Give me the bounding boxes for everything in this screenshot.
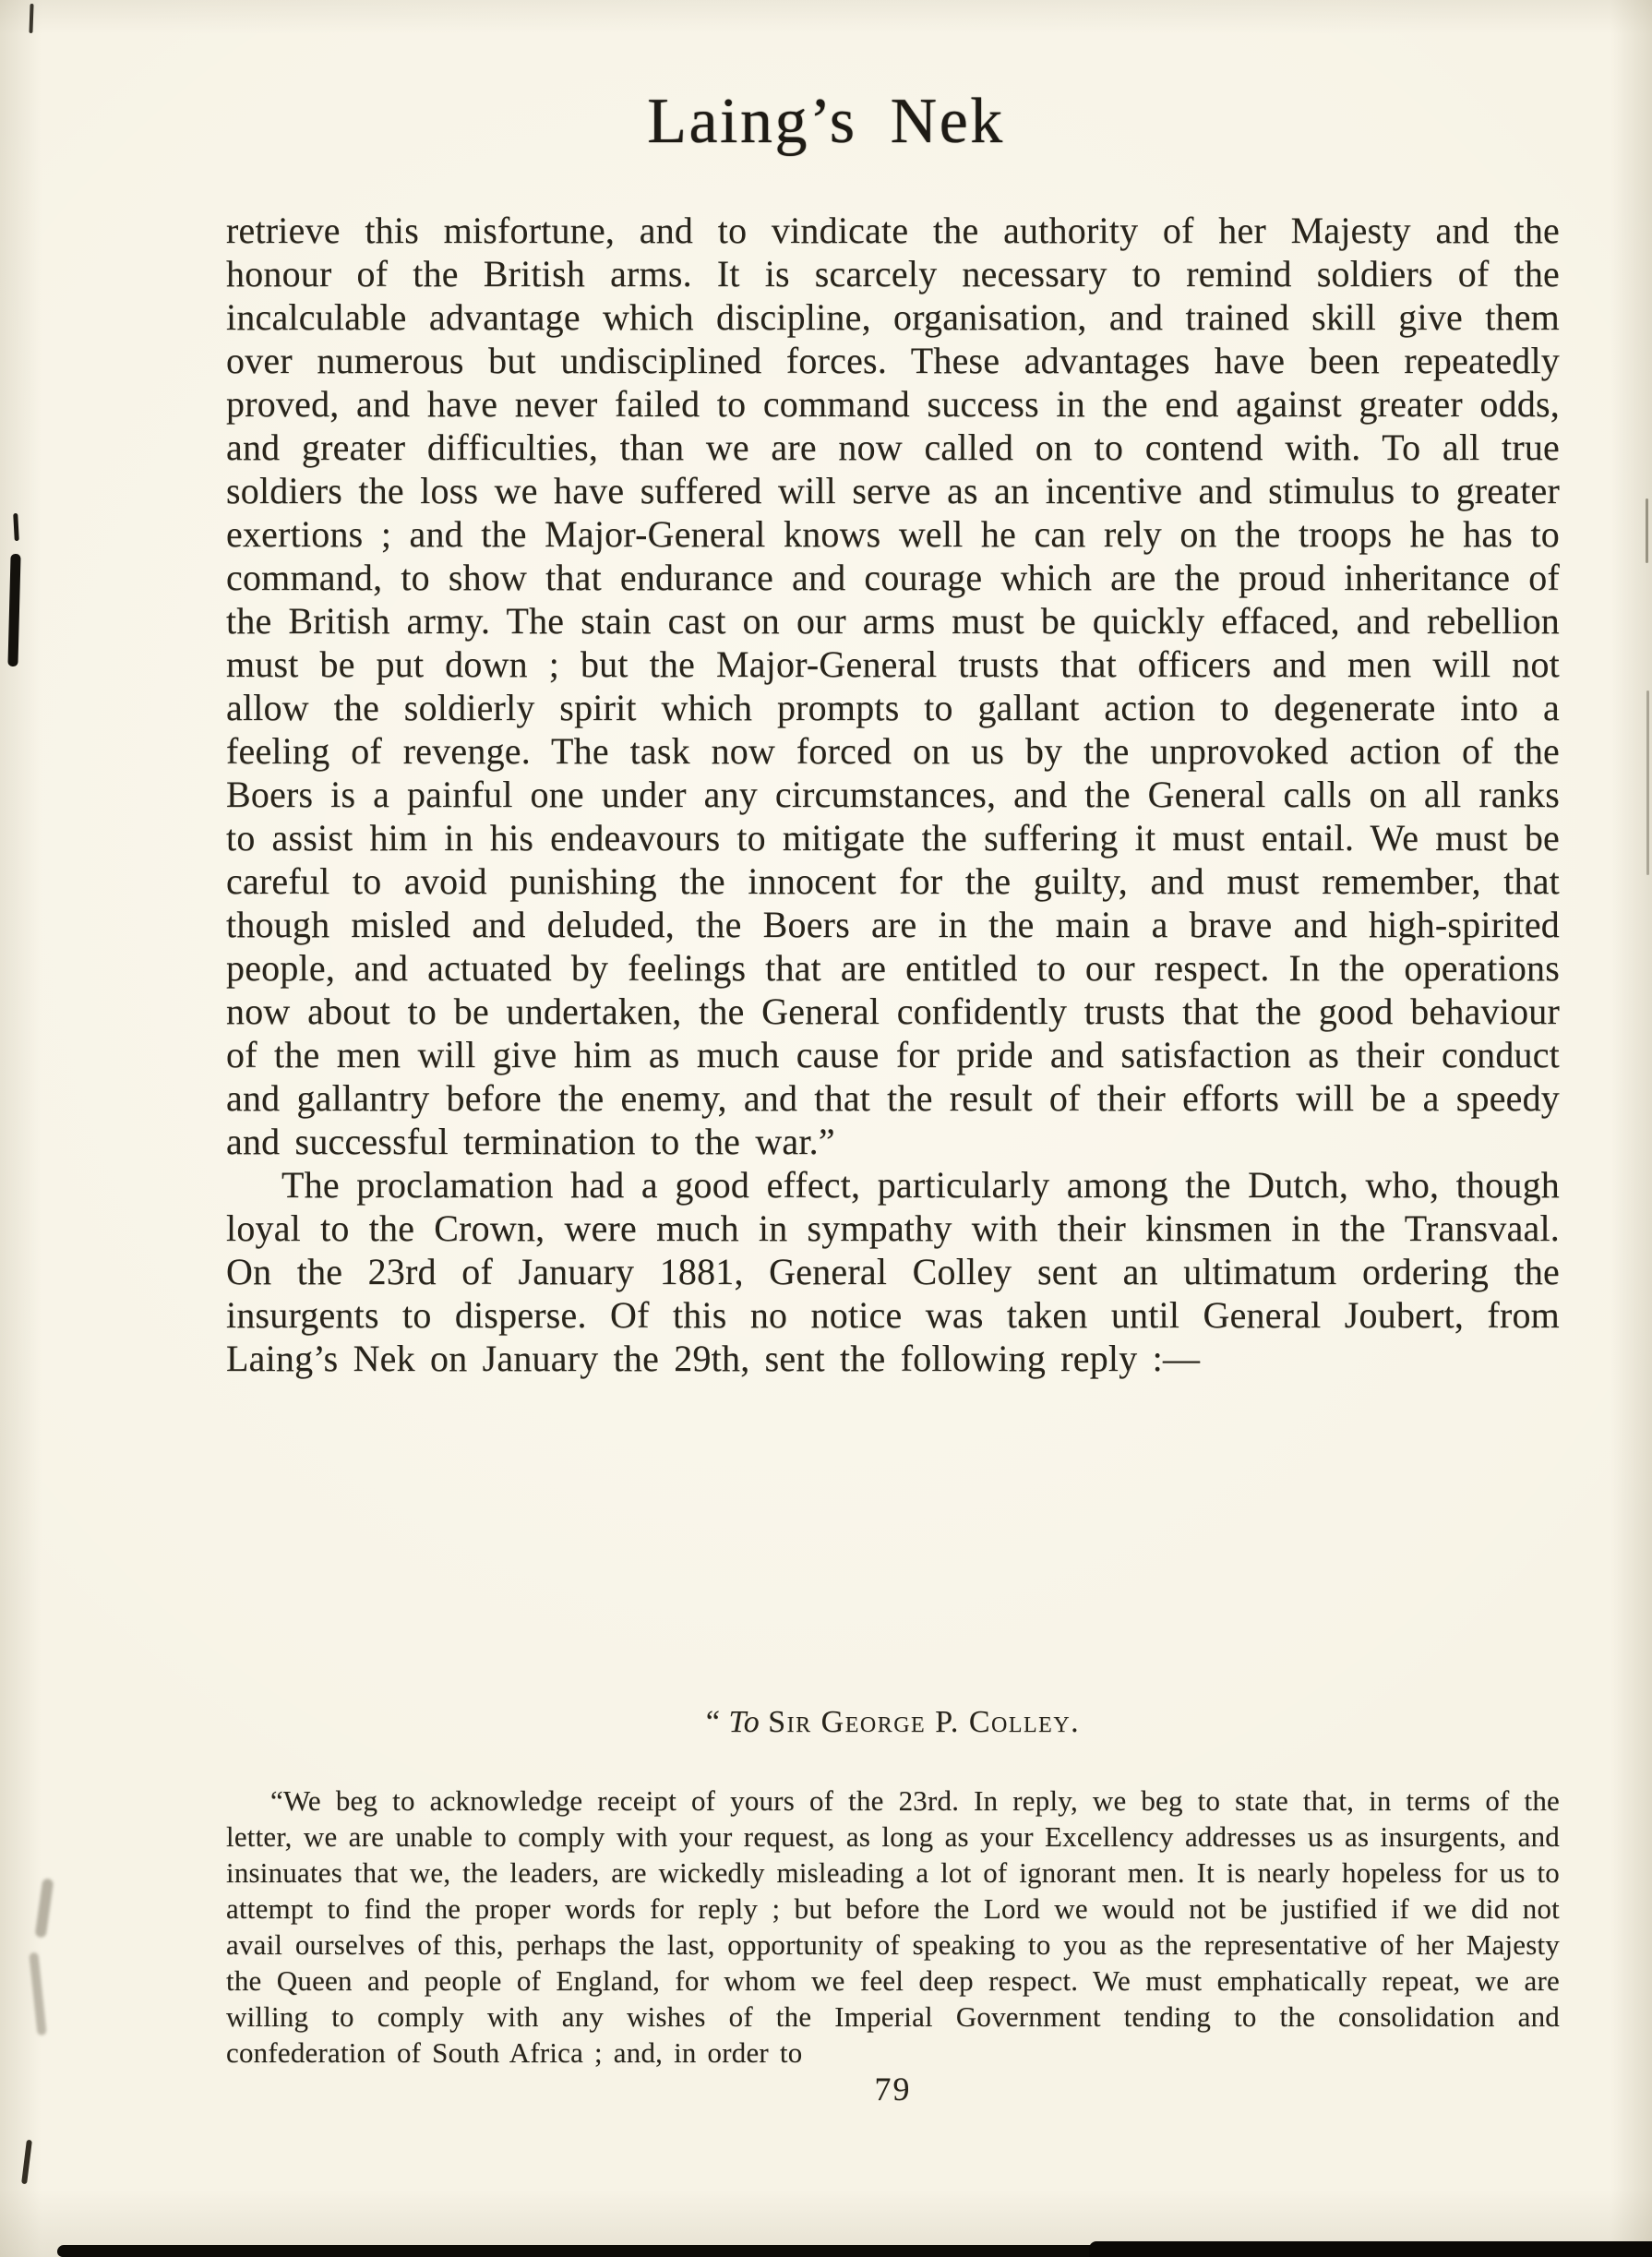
scan-artifact-right-edge-line-2 (1646, 690, 1649, 875)
letter-section (226, 1703, 1560, 2106)
scan-artifact-left-smudge-2 (29, 1952, 46, 2036)
letter-body: “We beg to acknowledge receipt of yours of the 23rd. In reply, we beg to state that, in terms of the letter, we are unable to comply with your request, as long as your Excellency addresses us as insurgents, and insinuates that we, the leaders, are wickedly misleading a lot of ignorant men. It is nearly hopeless for us to attempt to find the proper words for reply ; but before the Lord we would not be justified if we did not avail ourselves of this, perhaps the last, opportunity of speaking to you as the representative of her Majesty the Queen and people of England, for whom we feel deep respect. We must emphatically repeat, we are willing to comply with any wishes of the Imperial Government tending to the consolidation and confederation of South Africa ; and, in order to (226, 1784, 1560, 2069)
scan-artifact-left-ink-dot (13, 513, 19, 541)
letter-to: To (728, 1705, 760, 1739)
page-number: 79 (874, 2071, 912, 2107)
paragraph-narrative: The proclamation had a good effect, particularly among the Dutch, who, though loyal to the Crown, were much in sympathy with their kinsmen in the Transvaal. On the 23rd of January 1881, General Colley sent an ultimatum ordering the insurgents to disperse. Of this no notice was taken until General Joubert, from Laing’s Nek on January the 29th, sent the following reply :— (226, 1164, 1560, 1379)
scan-artifact-left-ink-bar (7, 554, 20, 666)
scan-artifact-left-smudge-1 (35, 1878, 54, 1938)
letter-addressee: Sir George P. Colley. (768, 1705, 1081, 1739)
page-title: Laing’s Nek (647, 86, 1005, 157)
letter-quote-mark: “ (705, 1705, 729, 1739)
scan-artifact-right-edge-line-1 (1646, 498, 1648, 563)
main-text (226, 209, 1560, 1380)
scan-artifact-bottom-band-right (1089, 2241, 1652, 2257)
letter-salutation (226, 1703, 1560, 1742)
paragraph-proclamation-continuation: retrieve this misfortune, and to vindicate the authority of her Majesty and the honour of the British arms. It is scarcely necessary to remind soldiers of the incalculable advantage which discipline, organisation, and trained skill give them over numerous but undisciplined forces. These advantages have been repeatedly proved, and have never failed to command success in the end against greater odds, and greater difficulties, than we are now called on to contend with. To all true soldiers the loss we have suffered will serve as an incentive and stimulus to greater exertions ; and the Major-General knows well he can rely on the troops he has to command, to show that endurance and courage which are the proud inheritance of the British army. The stain cast on our arms must be quickly effaced, and rebellion must be put down ; but the Major-General trusts that officers and men will not allow the soldierly spirit which prompts to gallant action to degenerate into a feeling of revenge. The task now forced on us by the unprovoked action of the Boers is a painful one under any circumstances, and the General calls on all ranks to assist him in his endeavours to mitigate the suffering it must entail. We must be careful to avoid punishing the innocent for the guilty, and must remember, that though misled and deluded, the Boers are in the main a brave and high-spirited people, and actuated by feelings that are entitled to our respect. In the operations now about to be undertaken, the General confidently trusts that the good behaviour of the men will give him as much cause for pride and satisfaction as their conduct and gallantry before the enemy, and that the result of their efforts will be a speedy and successful termination to the war.” (226, 210, 1560, 1162)
scan-artifact-left-bottom-mark (21, 2140, 32, 2184)
scan-artifact-bottom-band (57, 2245, 1652, 2257)
